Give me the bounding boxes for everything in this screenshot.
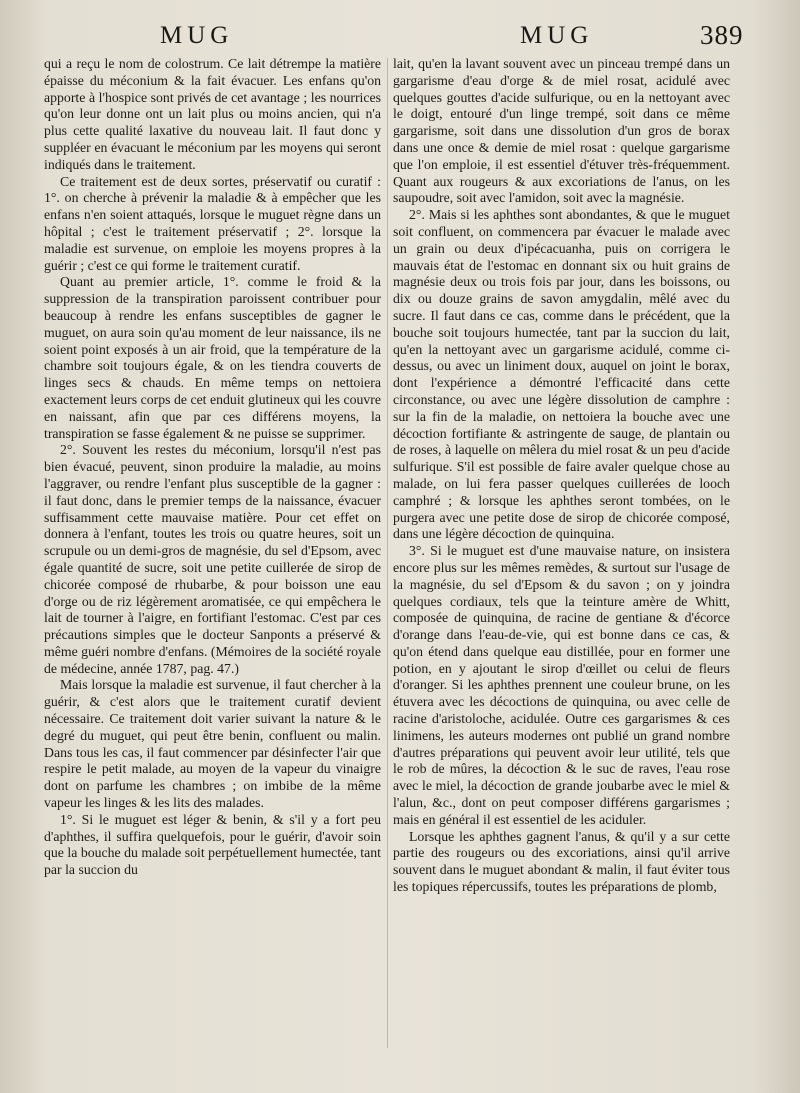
paragraph: 2°. Mais si les aphthes sont abondantes, & que le muguet soit confluent, on commencera par évacuer le malade avec un grain ou deux d'ipécacuanha, puis on corrigera le mauvais état de l'estomac en donnant six ou huit grains de magnésie deux ou trois fois par jour, dans les boissons, ou dix ou douze grains de savon amygdalin, mêlé avec du sucre. Il faut dans ce cas, comme dans le précédent, que la bouche soit toujours humectée, tant par la succion du lait, qu'en la nettoyant avec un gargarisme acidulé, comme ci-dessus, ou avec un liniment doux, auquel on joint le borax, dont l'expérience a démontré l'efficacité dans cette circonstance, ou avec une légère dissolution de camphre : sur la fin de la maladie, on nettoiera la bouche avec une décoction fortifiante & astringente de sauge, de plantain ou de roses, à laquelle on mêlera du miel rosat & un peu d'acide sulfurique. S'il est possible de faire avaler quelque chose au malade, on lui fera passer quelques cuillerées de looch camphré ; & lorsque les aphthes seront tombées, on le purgera avec une petite dose de sirop de chicorée composé, dans une légère décoction de quinquina. xyxy=(393,207,730,542)
header-left-title: MUG xyxy=(160,22,234,49)
paragraph: Mais lorsque la maladie est survenue, il faut chercher à la guérir, & c'est alors que le traitement curatif devient nécessaire. Ce traitement doit varier suivant la nature & le degré du muguet, qui peut être benin, confluent ou malin. Dans tous les cas, il faut commencer par désinfecter l'air que respire le petit malade, au moyen de la vapeur du vinaigre dont on parfume les chambres ; on imbibe de la même vapeur les linges & les lits des malades. xyxy=(44,677,381,811)
paragraph: qui a reçu le nom de colostrum. Ce lait détrempe la matière épaisse du méconium & la fait évacuer. Les enfans qu'on apporte à l'hospice sont privés de cet avantage ; les nourrices qu'on leur donne ont un lait plus ou moins ancien, qui n'a plus cette qualité laxative du nouveau lait. Il faut donc y suppléer en évacuant le méconium par les moyens qui seront indiqués dans le traitement. xyxy=(44,56,381,172)
header-right-title: MUG xyxy=(520,22,594,49)
paragraph: Lorsque les aphthes gagnent l'anus, & qu'il y a sur cette partie des rougeurs ou des excoriations, ainsi qu'il arrive souvent dans le muguet abondant & malin, il faut éviter tous les topiques répercussifs, toutes les préparations de plomb, xyxy=(393,828,730,895)
page-number: 389 xyxy=(700,20,744,50)
paragraph: lait, qu'en la lavant souvent avec un pinceau trempé dans un gargarisme d'eau d'orge & de miel rosat, acidulé avec quelques gouttes d'acide sulfurique, ou en la nettoyant avec le doigt, entouré d'un linge trempé, soit dans ce même gargarisme, soit dans une dissolution d'un gros de borax dans une once & demie de miel rosat : quelque gargarisme que l'on emploie, il est essentiel d'étuver très-fréquemment. Quant aux rougeurs & aux excoriations de l'anus, on les saupoudre, soit avec l'amidon, soit avec la magnésie. xyxy=(393,56,730,206)
column-gutter xyxy=(387,58,388,1048)
paragraph: 2°. Souvent les restes du méconium, lorsqu'il n'est pas bien évacué, peuvent, sinon produire la maladie, au moins l'aggraver, ou rendre l'enfant plus susceptible de la gagner : il faut donc, dans le premier temps de la naissance, évacuer suffisamment cette mauvaise matière. Pour cet effet on donnera à l'enfant, toutes les trois ou quatre heures, soit un scrupule ou un demi-gros de magnésie, du sel d'Epsom, avec égale quantité de sucre, soit une petite cuillerée de sirop de chicorée composé de rhubarbe, & pour boisson une eau d'orge ou de riz légèrement aromatisée, ce qui empêchera le lait de tourner à l'aigre, en fortifiant l'estomac. C'est par ces précautions simples que le docteur Sanponts a préservé & même guéri nombre d'enfans. (Mémoires de la société royale de médecine, année 1787, pag. 47.) xyxy=(44,442,381,676)
paragraph: 1°. Si le muguet est léger & benin, & s'il y a fort peu d'aphthes, il suffira quelquefois, pour le guérir, d'avoir soin que la bouche du malade soit perpétuellement humectée, tant par la succion du xyxy=(44,811,381,878)
paragraph: 3°. Si le muguet est d'une mauvaise nature, on insistera encore plus sur les mêmes remèdes, & surtout sur l'usage de la magnésie, du sel d'Epsom & du savon ; on y joindra quelques cordiaux, tels que la teinture amère de Whitt, composée de quinquina, de racine de gentiane & d'écorce d'orange dans l'eau-de-vie, qui est bonne dans ce cas, & qu'on étend dans quelque eau distillée, pour en former une potion, en y ajoutant le sirop d'œillet ou celui de fleurs d'oranger. Si les aphthes prennent une couleur brune, on les étuvera avec les décoctions de quinquina, ou avec celle de racine d'aristoloche, acidulée. Outre ces gargarismes & ces linimens, les auteurs modernes ont publié un grand nombre d'autres préparations qui peuvent avoir leur utilité, tels que le rob de mûres, la décoction & le suc de raves, l'eau rose avec le miel, la décoction de grande joubarbe avec le miel & l'alun, &c., dont on peut composer différens gargarismes ; mais en général il est essentiel de les aciduler. xyxy=(393,543,730,827)
paragraph: Ce traitement est de deux sortes, préservatif ou curatif : 1°. on cherche à prévenir la maladie & à empêcher que les enfans n'en soient attaqués, lorsque le muguet règne dans un hôpital ; c'est le traitement préservatif ; 2°. lorsque la maladie est survenue, on emploie les moyens propres à la guérir ; c'est ce qui forme le traitement curatif. xyxy=(44,173,381,273)
paragraph: Quant au premier article, 1°. comme le froid & la suppression de la transpiration paroissent contribuer pour beaucoup à rendre les enfans susceptibles de gagner le muguet, on aura soin qu'au moment de leur naissance, ils ne soient point exposés à un air froid, que la température de la chambre soit toujours égale, & on les tiendra couverts de linges secs & chauds. En même temps on nettoiera exactement leurs corps de cet enduit glutineux qui les couvre en naissant, afin que par ces différens moyens, la transpiration se fasse également & ne puisse se supprimer. xyxy=(44,274,381,441)
left-column xyxy=(44,56,381,879)
right-column xyxy=(393,56,730,896)
running-header xyxy=(0,22,800,54)
